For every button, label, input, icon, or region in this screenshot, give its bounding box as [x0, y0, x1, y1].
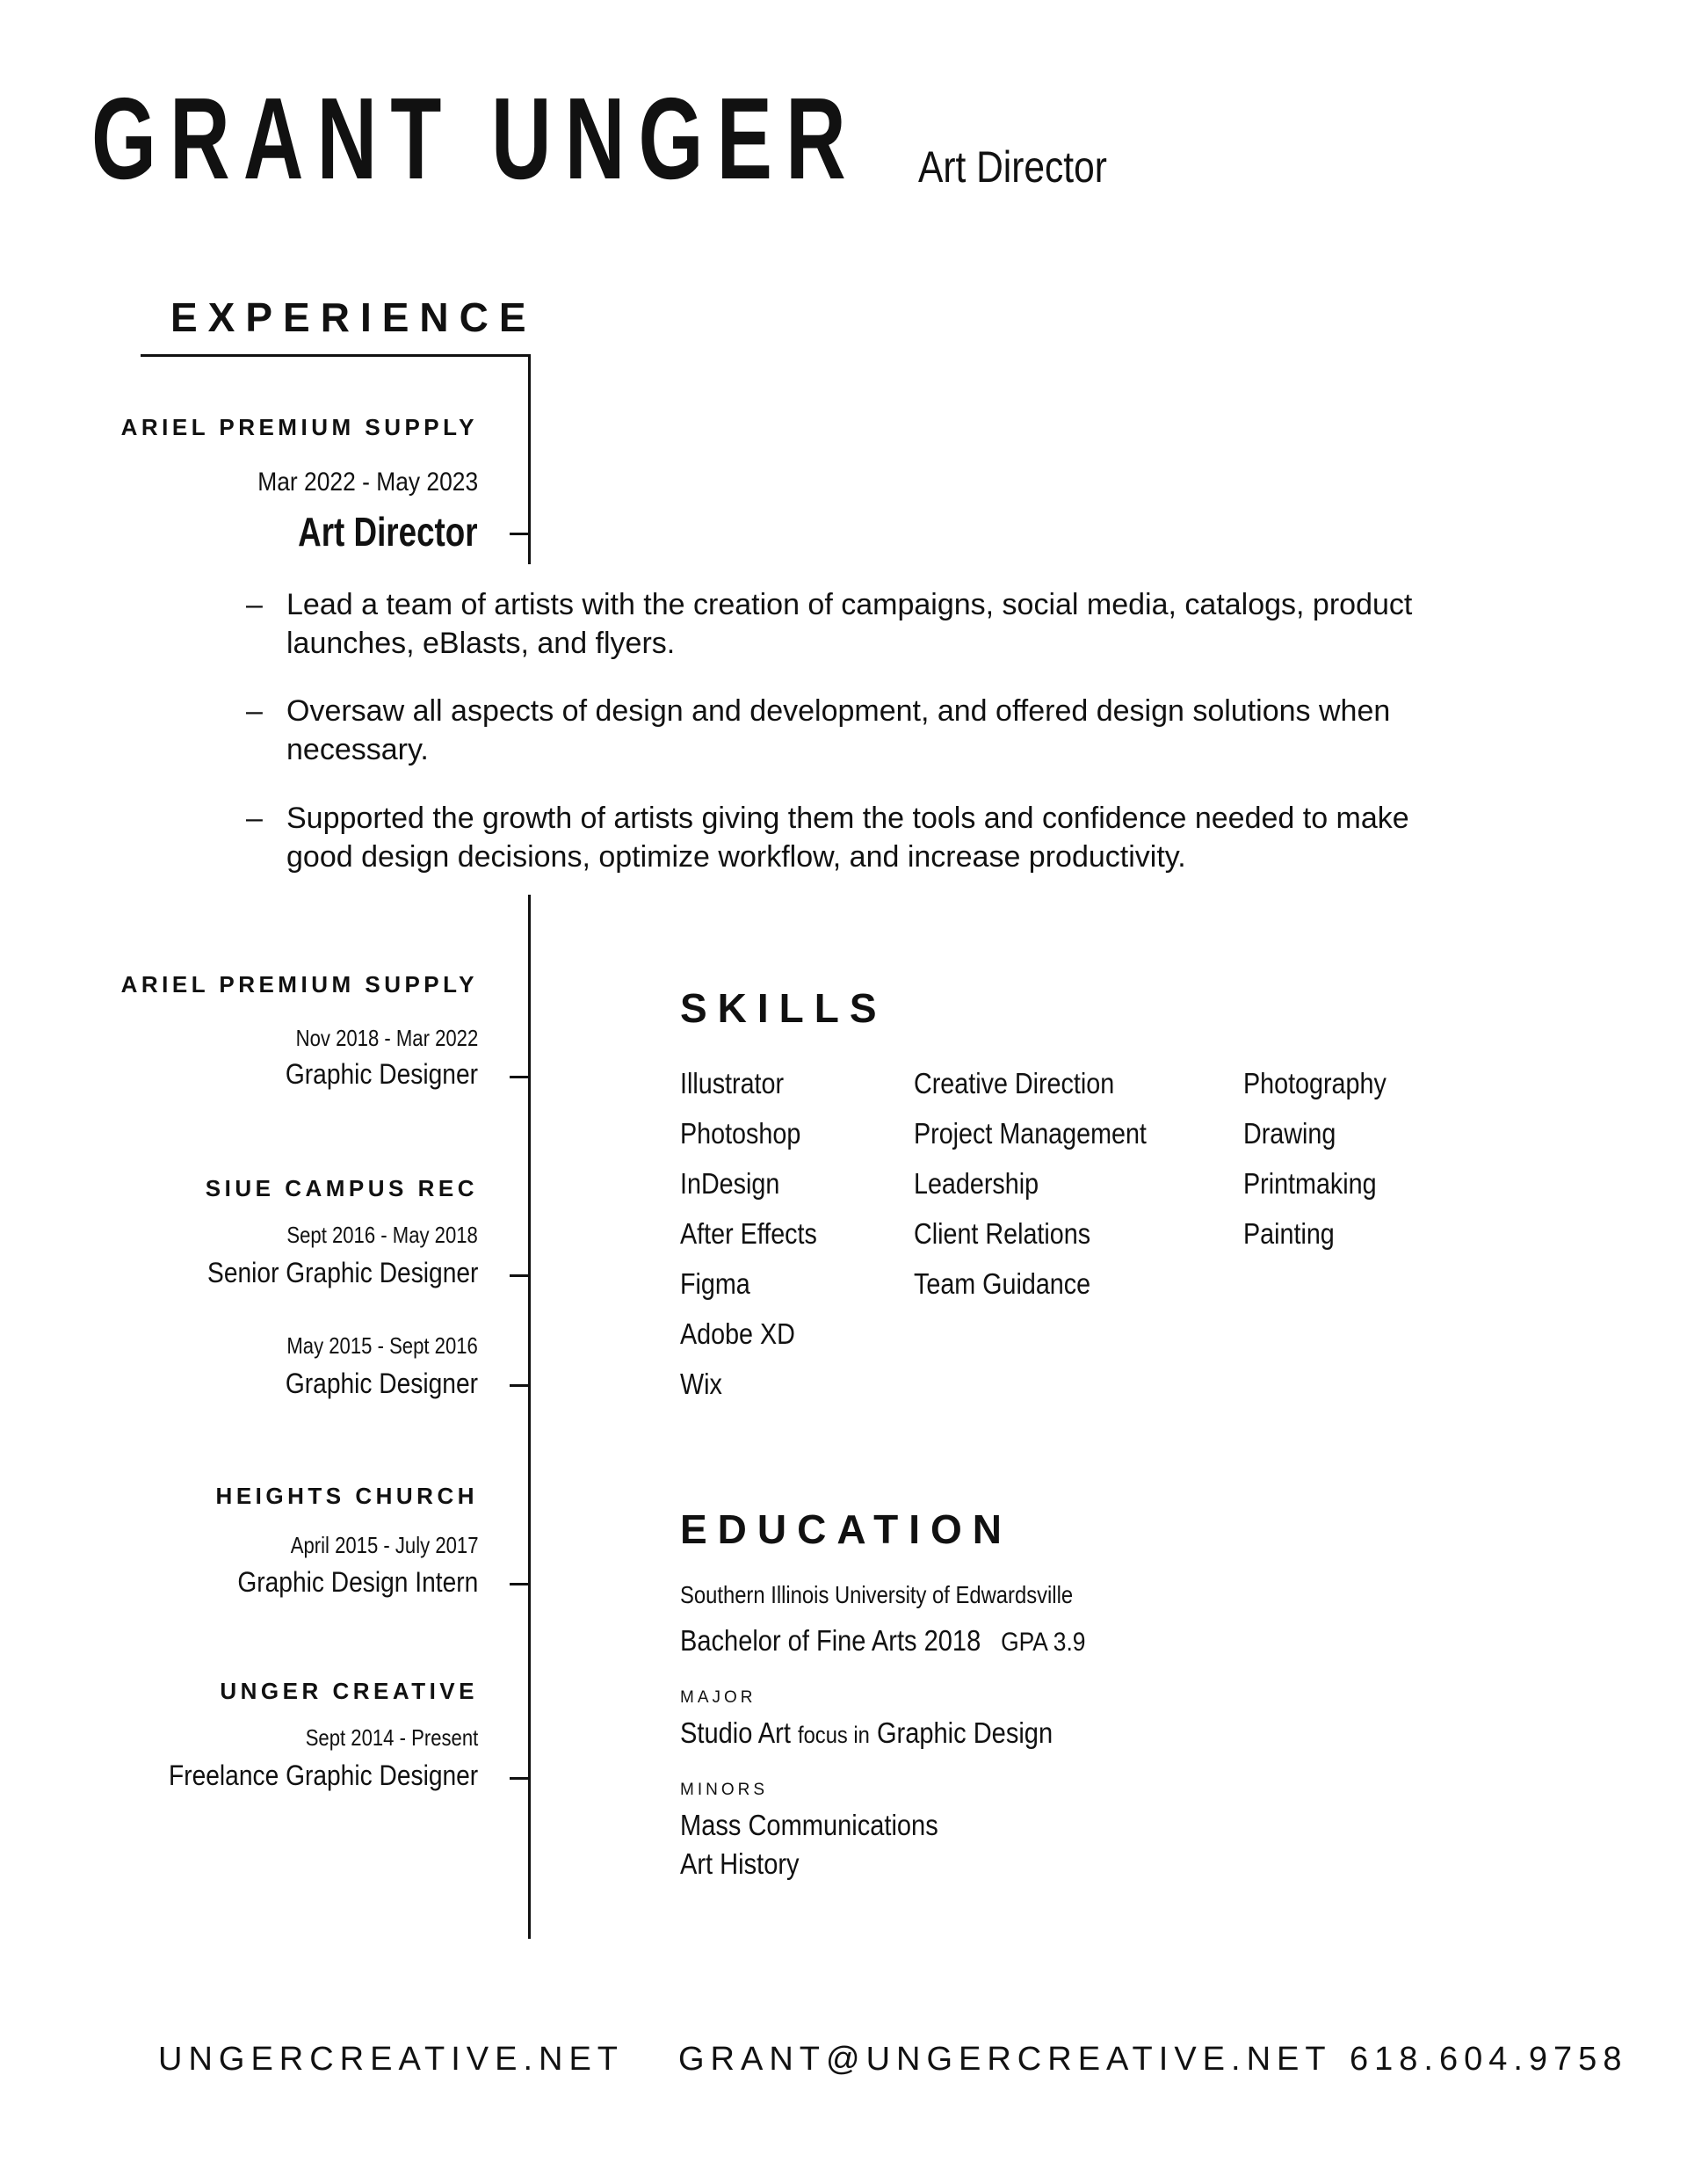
- skill-item: InDesign: [680, 1167, 780, 1200]
- education-degree-line: [680, 1626, 1085, 1656]
- entry-company: SIUE CAMPUS REC: [205, 1175, 478, 1201]
- skill-item: Creative Direction: [914, 1067, 1115, 1099]
- bullet-item: [246, 585, 1441, 663]
- skill-item: Photography: [1243, 1067, 1387, 1099]
- dash-marker: –: [246, 802, 263, 835]
- entry-dates: Nov 2018 - Mar 2022: [295, 1025, 478, 1051]
- experience-heading: EXPERIENCE: [170, 294, 537, 340]
- timeline-tick: [510, 1076, 529, 1078]
- entry-role: Senior Graphic Designer: [206, 1257, 478, 1288]
- entry-dates: April 2015 - July 2017: [290, 1532, 478, 1558]
- skill-item: Team Guidance: [914, 1267, 1091, 1300]
- featured-dates: Mar 2022 - May 2023: [257, 468, 478, 497]
- major-focus: focus in: [797, 1722, 870, 1748]
- skill-item: After Effects: [680, 1217, 817, 1250]
- skill-item: Drawing: [1243, 1117, 1336, 1150]
- experience-rule: [141, 354, 531, 357]
- entry-company: HEIGHTS CHURCH: [215, 1483, 478, 1509]
- education-heading: EDUCATION: [680, 1506, 1013, 1552]
- timeline-main-segment: [528, 895, 531, 1939]
- education-major: [680, 1718, 1053, 1747]
- entry-role: Graphic Design Intern: [237, 1566, 478, 1598]
- featured-role: Art Director: [298, 509, 478, 555]
- minors-label: MINORS: [680, 1781, 768, 1799]
- skill-item: Adobe XD: [680, 1317, 795, 1350]
- bullet-text: Lead a team of artists with the creation of campaigns, social media, catalogs, product launches, eBlasts, and flyers.: [286, 588, 1413, 660]
- major-suffix: Graphic Design: [876, 1716, 1053, 1749]
- skill-item: Figma: [680, 1267, 750, 1300]
- bullet-item: [246, 692, 1441, 769]
- entry-role: Graphic Designer: [285, 1058, 478, 1090]
- major-label: MAJOR: [680, 1688, 757, 1707]
- skill-item: Illustrator: [680, 1067, 785, 1099]
- footer-website[interactable]: UNGERCREATIVE.NET: [158, 2041, 625, 2078]
- entry-role: Graphic Designer: [285, 1368, 478, 1399]
- bullet-item: [246, 799, 1441, 876]
- skill-item: Photoshop: [680, 1117, 801, 1150]
- skills-heading: SKILLS: [680, 985, 887, 1031]
- entry-company: UNGER CREATIVE: [220, 1678, 478, 1704]
- skill-item: Client Relations: [914, 1217, 1091, 1250]
- entry-dates: Sept 2014 - Present: [305, 1724, 478, 1751]
- entry-role: Freelance Graphic Designer: [168, 1760, 478, 1791]
- featured-company: ARIEL PREMIUM SUPPLY: [120, 414, 478, 440]
- timeline-tick: [510, 1583, 529, 1585]
- timeline-tick: [510, 1777, 529, 1780]
- skill-item: Wix: [680, 1368, 722, 1400]
- skill-item: Leadership: [914, 1167, 1039, 1200]
- footer-phone[interactable]: 618.604.9758: [1350, 2041, 1628, 2078]
- education-gpa: GPA 3.9: [1001, 1628, 1086, 1657]
- education-degree: Bachelor of Fine Arts 2018: [680, 1624, 981, 1657]
- education-school: Southern Illinois University of Edwardsville: [680, 1581, 1074, 1608]
- bullet-text: Supported the growth of artists giving them the tools and confidence needed to make good design decisions, optimize workflow, and increase productivity.: [286, 802, 1409, 874]
- resume-title: Art Director: [918, 142, 1107, 192]
- dash-marker: –: [246, 694, 263, 728]
- resume-name: GRANT UNGER: [91, 74, 859, 203]
- timeline-tick: [510, 1274, 529, 1277]
- skill-item: Printmaking: [1243, 1167, 1377, 1200]
- entry-dates: Sept 2016 - May 2018: [286, 1222, 478, 1248]
- minor-item: Mass Communications: [680, 1809, 938, 1841]
- bullet-text: Oversaw all aspects of design and development, and offered design solutions when necessary.: [286, 694, 1391, 766]
- timeline-tick: [510, 533, 529, 535]
- entry-dates: May 2015 - Sept 2016: [286, 1332, 478, 1359]
- entry-company: ARIEL PREMIUM SUPPLY: [120, 971, 478, 998]
- timeline-tick: [510, 1384, 529, 1387]
- skill-item: Painting: [1243, 1217, 1335, 1250]
- major-prefix: Studio Art: [680, 1716, 791, 1749]
- minor-item: Art History: [680, 1847, 800, 1880]
- dash-marker: –: [246, 588, 263, 621]
- footer-email[interactable]: GRANT@UNGERCREATIVE.NET: [678, 2041, 1332, 2078]
- skill-item: Project Management: [914, 1117, 1147, 1150]
